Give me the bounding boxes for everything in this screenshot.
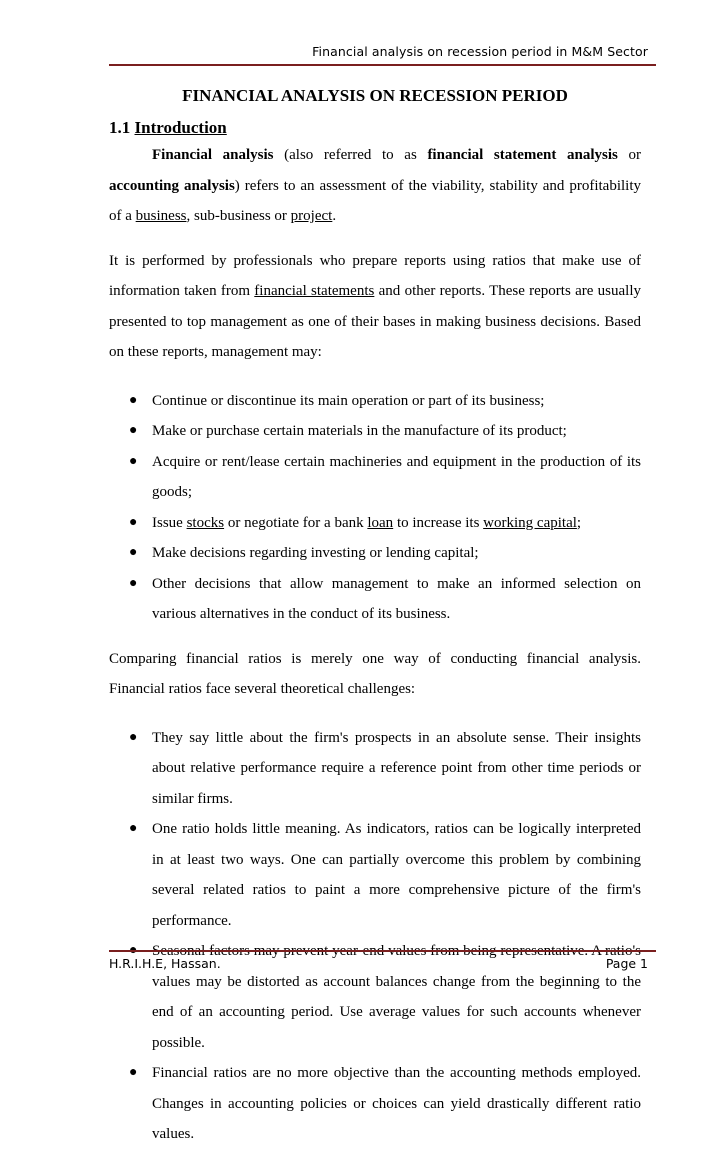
bullet-icon: ● (129, 423, 138, 438)
list-item: ● Financial ratios are no more objective than the accounting methods employed. Changes in accounting policies or choices can yield drastically different ratio values. (109, 1058, 641, 1150)
bullet-icon: ● (129, 729, 138, 745)
reports-paragraph: It is performed by professionals who prepare reports using ratios that make use of information taken from financial statements and other reports. These reports are usually presented to top management as one of their bases in making business decisions. Based on these reports, management may: (109, 252, 641, 360)
list-item: ● Make or purchase certain materials in the manufacture of its product; (109, 416, 641, 447)
ratios-paragraph: Comparing financial ratios is merely one way of conducting financial analysis. Financial ratios face several theoretical challenges: (109, 650, 641, 697)
section-heading (109, 116, 641, 140)
bullet-icon: ● (129, 514, 138, 530)
list-item: ● Acquire or rent/lease certain machineries and equipment in the production of its goods; (109, 447, 641, 508)
running-header: Financial analysis on recession period in M&M Sector (312, 44, 648, 59)
theoretical-challenges-list (109, 723, 641, 1150)
link-business[interactable]: business (135, 208, 187, 224)
section-title: Introduction (134, 118, 227, 137)
list-item: ● Make decisions regarding investing or lending capital; (109, 538, 641, 569)
link-stocks[interactable]: stocks (186, 514, 225, 531)
bullet-icon: ● (129, 943, 138, 958)
header-divider (109, 64, 656, 66)
footer-divider (109, 950, 656, 952)
link-loan[interactable]: loan (367, 514, 394, 531)
intro-paragraph: Financial analysis (also referred to as financial statement analysis or accounting analysis) refers to an assessment of the viability, stability and profitability of a business, sub-business or project. (109, 147, 642, 224)
list-item: ● One ratio holds little meaning. As indicators, ratios can be logically interpreted in at least two ways. One can partially overcome this problem by combining several related ratios to paint a more comprehensive picture of the firm's performance. (109, 814, 641, 936)
management-decisions-list (109, 386, 641, 630)
page-number: Page 1 (605, 956, 648, 971)
bullet-icon: ● (129, 821, 138, 836)
list-item: ● Other decisions that allow management to make an informed selection on various alternatives in the conduct of its business. (109, 569, 641, 630)
term-accounting-analysis: accounting analysis (109, 177, 235, 194)
list-item: ● They say little about the firm's prospects in an absolute sense. Their insights about relative performance require a reference point from other time periods or similar firms. (109, 723, 641, 815)
link-financial-statements[interactable]: financial statements (254, 283, 375, 299)
bullet-icon: ● (129, 575, 138, 591)
link-working-capital[interactable]: working capital (483, 514, 577, 531)
bullet-icon: ● (129, 545, 138, 560)
term-financial-statement-analysis: financial statement analysis (427, 147, 618, 163)
term-financial-analysis: Financial analysis (152, 147, 274, 163)
bullet-icon: ● (129, 392, 138, 408)
section-number: 1.1 (109, 118, 131, 137)
bullet-icon: ● (129, 453, 138, 469)
footer-author: H.R.I.H.E, Hassan. (109, 956, 221, 971)
bullet-icon: ● (129, 1065, 138, 1080)
page-content (109, 80, 641, 1150)
list-item: ● Issue stocks or negotiate for a bank loan to increase its working capital; (109, 508, 641, 539)
link-project[interactable]: project (290, 208, 333, 224)
list-item: ● Continue or discontinue its main operation or part of its business; (109, 386, 641, 417)
document-title: FINANCIAL ANALYSIS ON RECESSION PERIOD (182, 86, 568, 105)
list-item: ● Seasonal factors may prevent year-end values from being representative. A ratio's values may be distorted as account balances change from the beginning to the end of an accounting period. Use average values for such accounts whenever possible. (109, 936, 641, 1058)
